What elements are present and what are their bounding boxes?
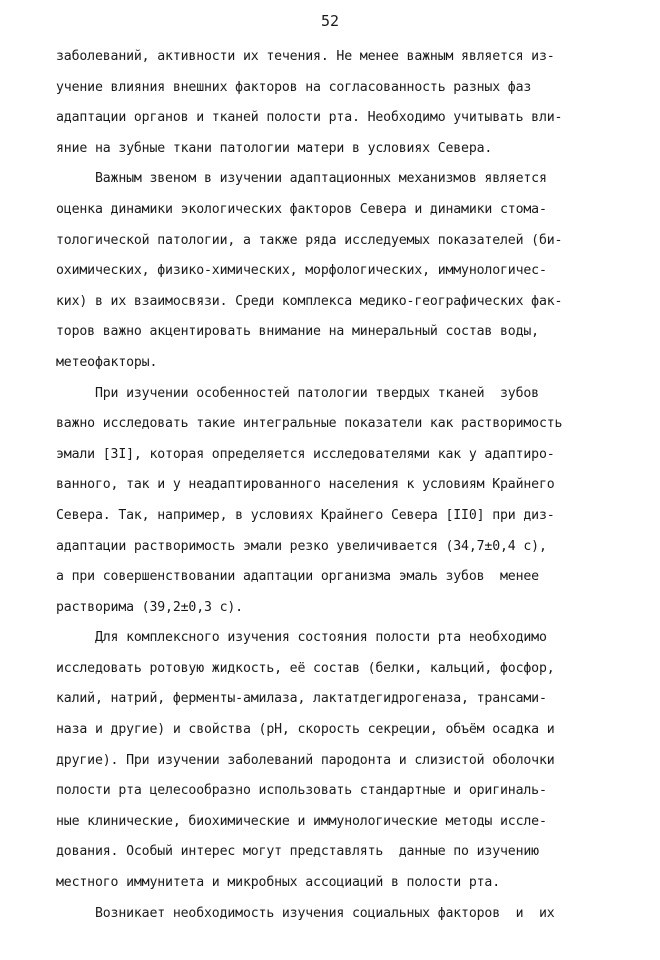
text-line: ные клинические, биохимические и иммунологические методы иссле-	[56, 813, 547, 829]
text-line: дования. Особый интерес могут представлять данные по изучению	[56, 844, 539, 860]
text-line: а при совершенствовании адаптации организма эмаль зубов менее	[56, 569, 539, 585]
text-line: адаптации растворимость эмали резко увеличивается (34,7±0,4 с),	[56, 538, 547, 554]
text-line: оценка динамики экологических факторов Севера и динамики стома-	[56, 201, 547, 217]
text-line: другие). При изучении заболеваний пародонта и слизистой оболочки	[56, 752, 555, 768]
text-line: полости рта целесообразно использовать стандартные и оригиналь-	[56, 783, 547, 799]
text-line: яние на зубные ткани патологии матери в условиях Севера.	[56, 140, 493, 156]
text-line: калий, натрий, ферменты-амилаза, лактатдегидрогеназа, трансами-	[56, 691, 547, 707]
text-line: тологической патологии, а также ряда исследуемых показателей (би-	[56, 232, 563, 248]
text-line: Для комплексного изучения состояния полости рта необходимо	[56, 630, 547, 646]
text-line: учение влияния внешних факторов на согласованность разных фаз	[56, 79, 532, 95]
text-line: Севера. Так, например, в условиях Крайнего Севера [II0] при диз-	[56, 507, 555, 523]
text-line: Возникает необходимость изучения социальных факторов и их	[56, 905, 555, 921]
text-line: охимических, физико-химических, морфологических, иммунологичес-	[56, 263, 547, 279]
text-line: метеофакторы.	[56, 354, 158, 370]
text-line: адаптации органов и тканей полости рта. Необходимо учитывать вли-	[56, 110, 563, 126]
page-number: 52	[320, 12, 340, 30]
text-line: исследовать ротовую жидкость, её состав (белки, кальций, фосфор,	[56, 660, 555, 676]
text-line: При изучении особенностей патологии твердых тканей зубов	[56, 385, 539, 401]
text-line: эмали [3I], которая определяется исследователями как у адаптиро-	[56, 446, 555, 462]
text-line: торов важно акцентировать внимание на минеральный состав воды,	[56, 324, 539, 340]
text-line: растворима (39,2±0,3 с).	[56, 599, 243, 615]
text-line: важно исследовать такие интегральные показатели как растворимость	[56, 416, 563, 432]
text-line: заболеваний, активности их течения. Не менее важным является из-	[56, 49, 555, 64]
text-line: местного иммунитета и микробных ассоциаций в полости рта.	[56, 875, 501, 891]
text-line: Важным звеном в изучении адаптационных механизмов является	[56, 171, 547, 187]
text-line: ванного, так и у неадаптированного населения к условиям Крайнего	[56, 477, 555, 493]
text-line: наза и другие) и свойства (pH, скорость секреции, объём осадка и	[56, 722, 555, 738]
body-text	[56, 42, 616, 929]
text-line: ких) в их взаимосвязи. Среди комплекса медико-географических фак-	[56, 293, 563, 309]
